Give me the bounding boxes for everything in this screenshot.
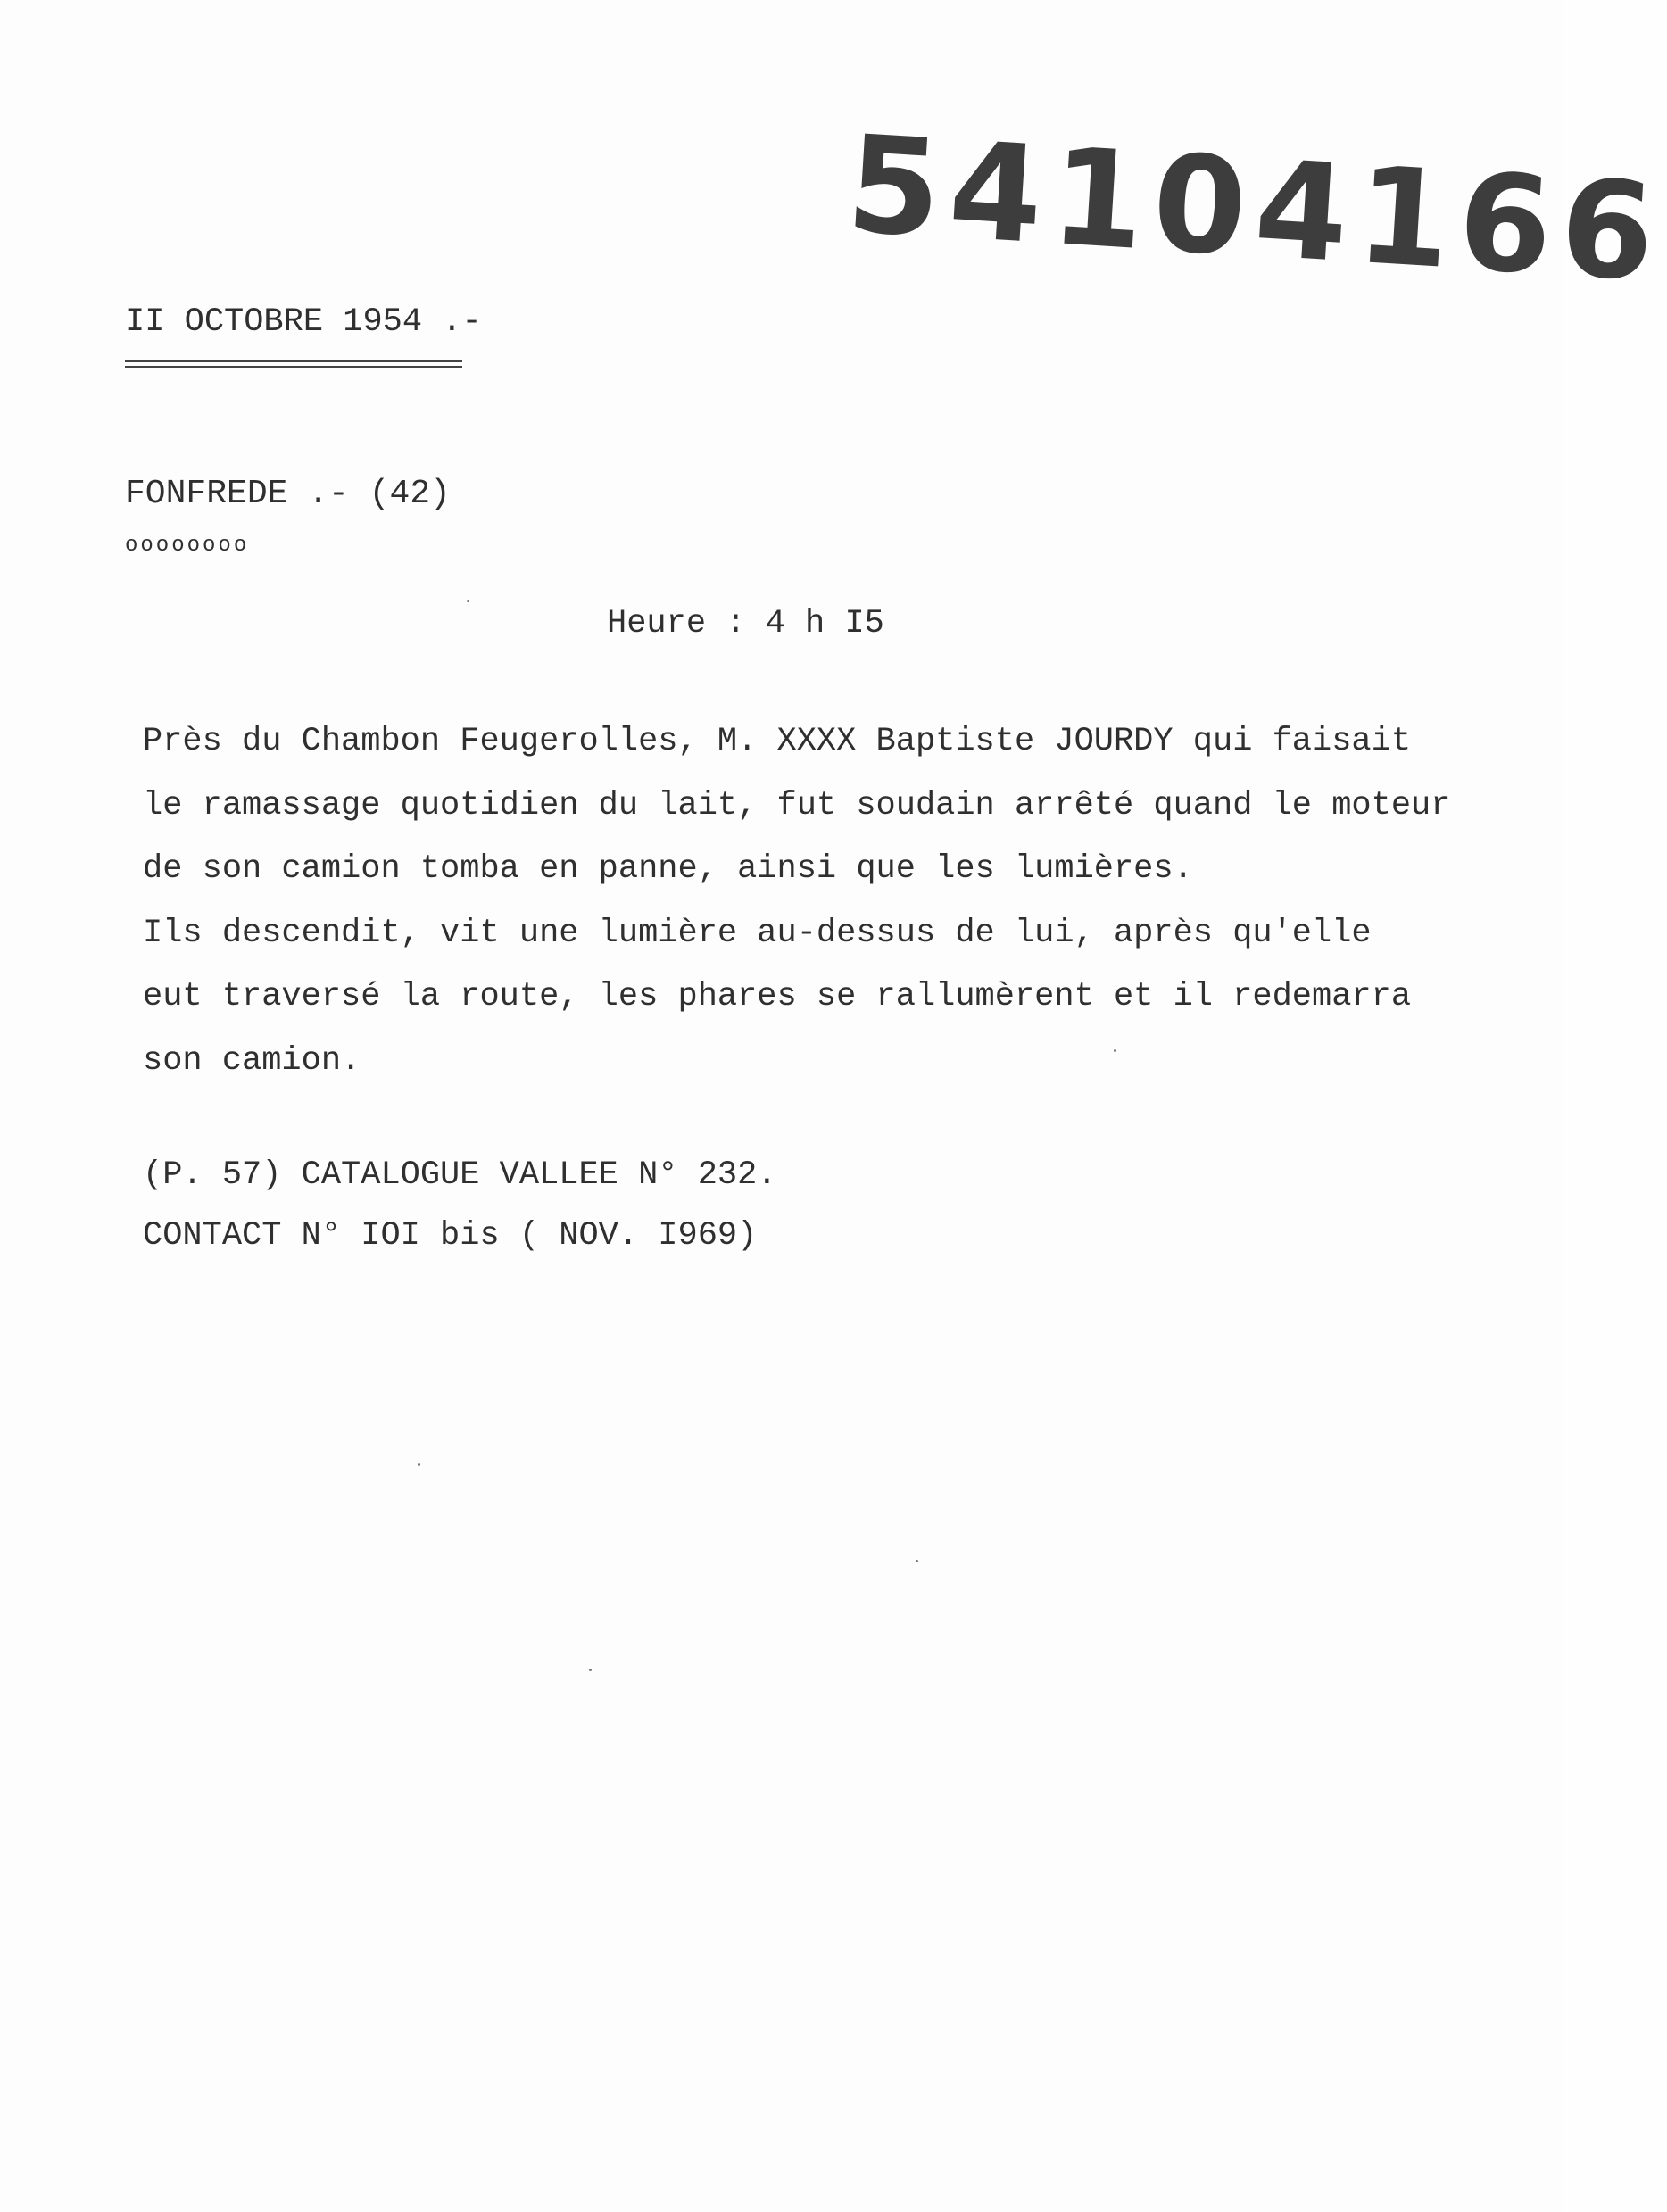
paragraph-line: Ils descendit, vit une lumière au-dessus de lui, après qu'elle	[143, 914, 1372, 952]
paper-speck	[589, 1669, 592, 1671]
paper-speck	[916, 1560, 918, 1562]
paper-speck	[467, 600, 469, 602]
paragraph-line: eut traversé la route, les phares se rallumèrent et il redemarra	[143, 978, 1412, 1015]
archive-stamp-number: 54104166	[842, 107, 1667, 312]
report-paragraph	[143, 710, 1450, 1093]
paragraph-line: de son camion tomba en panne, ainsi que les lumières.	[143, 850, 1193, 888]
location-underline: oooooooo	[125, 534, 250, 558]
report-date: II OCTOBRE 1954 .-	[125, 303, 482, 341]
catalogue-reference: (P. 57) CATALOGUE VALLEE N° 232.	[143, 1156, 777, 1194]
paragraph-line: le ramassage quotidien du lait, fut soudain arrêté quand le moteur	[143, 786, 1451, 824]
contact-reference: CONTACT N° IOI bis ( NOV. I969)	[143, 1217, 758, 1255]
paragraph-line: Près du Chambon Feugerolles, M. XXXX Baptiste JOURDY qui faisait	[143, 723, 1412, 760]
paragraph-line: son camion.	[143, 1041, 361, 1080]
paper-speck	[1114, 1049, 1116, 1052]
date-double-underline	[125, 360, 462, 368]
paper-speck	[418, 1463, 420, 1466]
event-time: Heure : 4 h I5	[607, 605, 884, 642]
location-heading: FONFREDE .- (42)	[125, 475, 451, 513]
